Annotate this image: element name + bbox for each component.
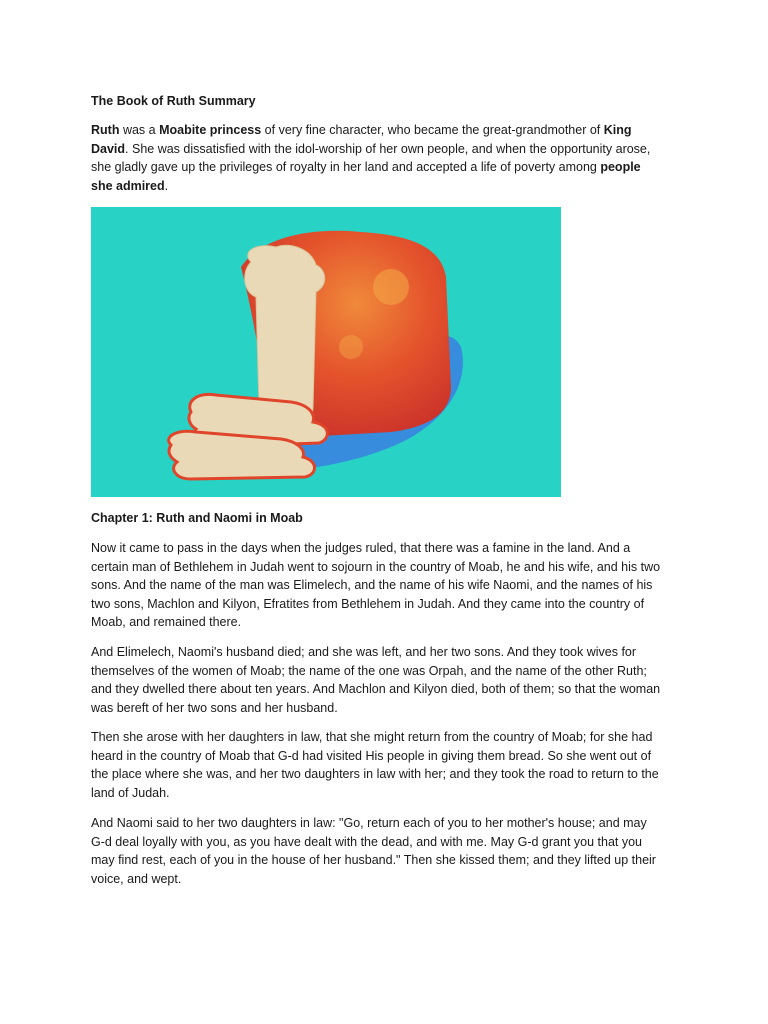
intro-moabite-princess: Moabite princess (159, 123, 262, 137)
chapter-paragraph: Then she arose with her daughters in law, that she might return from the country of Moab; for she had heard in the country of Moab that G-d had visited His people in giving them bread. So she went out of the place where she was, and her two daughters in law with her; and they took the road to return to the land of Judah. (91, 730, 659, 800)
intro-text-2: of very fine character, who became the great-grandmother of (261, 123, 604, 137)
intro-king-david: King David (91, 123, 632, 156)
intro-text-3: . She was dissatisfied with the idol-worship of her own people, and when the opportunity arose, she gladly gave up the privileges of royalty in her land and accepted a life of poverty among (91, 141, 651, 175)
intro-ruth: Ruth (91, 123, 120, 137)
crust-highlight (339, 335, 363, 359)
intro-people-she-admired: people she admired (91, 160, 641, 193)
chapter-paragraph: And Elimelech, Naomi's husband died; and she was left, and her two sons. And they took wives for themselves of the women of Moab; the name of the one was Orpah, and the name of the other Ruth; and they dwelled there about ten years. And Machlon and Kilyon died, both of them; so that the woman was bereft of her two sons and her husband. (91, 645, 661, 715)
intro-text-end: . (164, 178, 169, 193)
bread-loaf-icon (91, 207, 561, 497)
chapter-paragraph: Now it came to pass in the days when the judges ruled, that there was a famine in the land. And a certain man of Bethlehem in Judah went to sojourn in the country of Moab, he and his wife, and his two sons. And the name of the man was Elimelech, and the name of his wife Naomi, and the names of his two sons, Machlon and Kilyon, Efratites from Bethlehem in Judah. And they came into the country of Moab, and remained there. (91, 541, 661, 630)
crust-highlight (373, 269, 409, 305)
chapter-heading: Chapter 1: Ruth and Naomi in Moab (91, 511, 303, 525)
document-title: The Book of Ruth Summary (91, 94, 256, 108)
intro-text-1: was a (119, 123, 160, 137)
chapter-paragraph: And Naomi said to her two daughters in law: "Go, return each of you to her mother's house; and may G-d deal loyally with you, as you have dealt with the dead, and with me. May G-d grant you that you may find rest, each of you in the house of her husband." Then she kissed them; and they lifted up their voice, and wept. (91, 816, 656, 886)
bread-illustration (91, 207, 561, 497)
intro-paragraph (91, 121, 661, 195)
